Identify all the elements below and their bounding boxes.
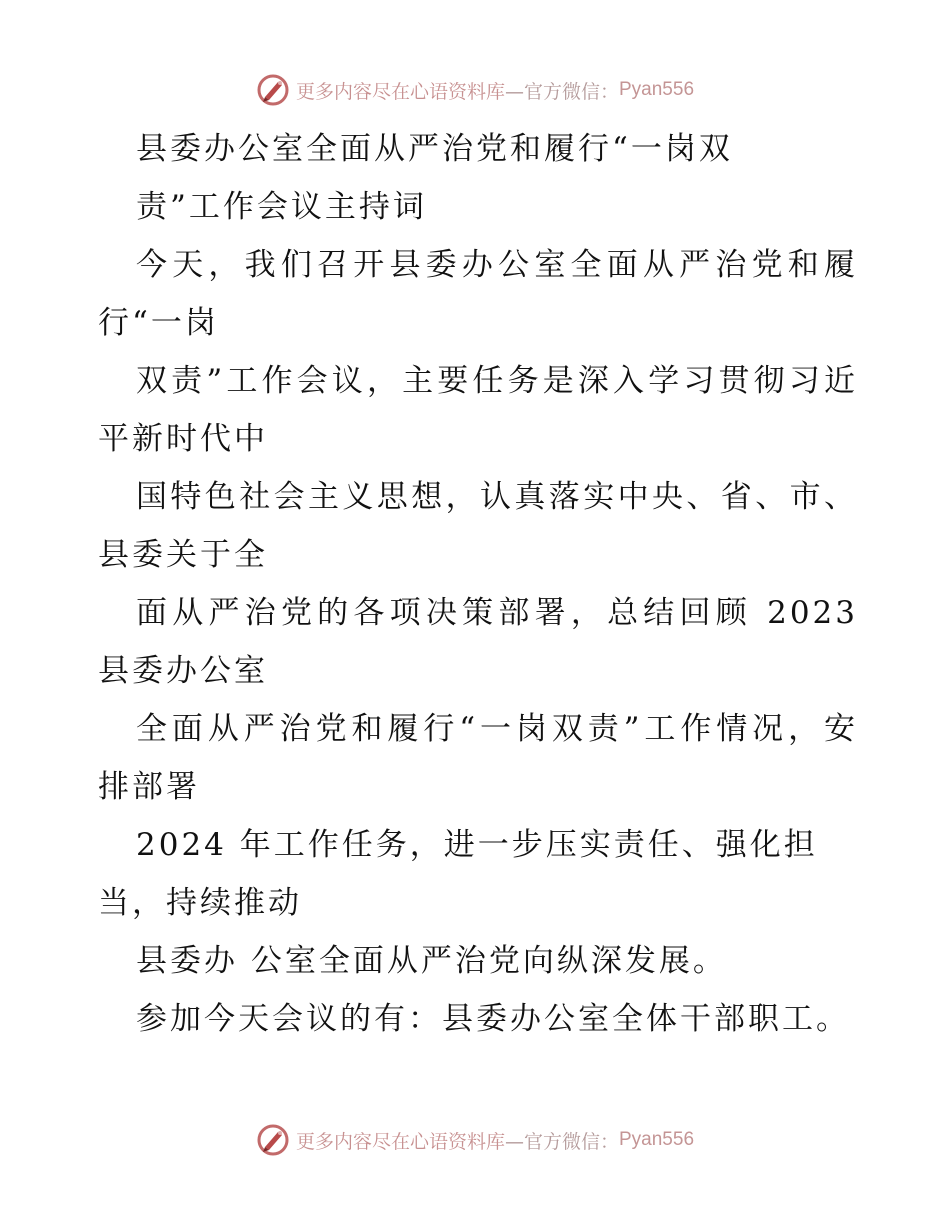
paragraph-line: 国特色社会主义思想，认真落实中央、省、市、 — [136, 479, 858, 515]
pen-logo-icon — [256, 73, 290, 107]
banner-main-text: 更多内容尽在心语资料库 — [295, 1130, 505, 1153]
paragraph-line: 县委办公室 — [98, 653, 268, 689]
paragraph-line: 排部署 — [98, 769, 200, 805]
paragraph-line: 当，持续推动 — [98, 885, 302, 921]
paragraph-line: 县委关于全 — [98, 537, 268, 573]
header-banner — [0, 70, 950, 110]
paragraph-line: 行“一岗 — [98, 305, 219, 341]
title-line-2: 责”工作会议主持词 — [136, 189, 427, 225]
paragraph-line: 面从严治党的各项决策部署，总结回顾 2023 — [136, 595, 858, 631]
banner-sub-text: —官方微信： — [504, 80, 619, 103]
banner-wechat-id: Pyan556 — [619, 1129, 695, 1150]
banner-sub-text: —官方微信： — [504, 1130, 619, 1153]
banner-wechat-id: Pyan556 — [619, 79, 695, 100]
paragraph-line: 2024 年工作任务，进一步压实责任、强化担 — [136, 827, 818, 863]
paragraph-line: 县委办 公室全面从严治党向纵深发展。 — [136, 943, 727, 979]
footer-banner — [0, 1120, 950, 1160]
paragraph-line: 参加今天会议的有：县委办公室全体干部职工。 — [136, 1001, 850, 1037]
paragraph-line: 今天，我们召开县委办公室全面从严治党和履 — [136, 247, 858, 283]
banner-main-text: 更多内容尽在心语资料库 — [295, 80, 505, 103]
paragraph-line: 全面从严治党和履行“一岗双责”工作情况，安 — [136, 711, 858, 747]
paragraph-line: 平新时代中 — [98, 421, 268, 457]
pen-logo-icon — [256, 1123, 290, 1157]
paragraph-line: 双责”工作会议，主要任务是深入学习贯彻习近 — [136, 363, 858, 399]
title-line-1: 县委办公室全面从严治党和履行“一岗双 — [136, 131, 733, 167]
document-body — [98, 120, 858, 1048]
